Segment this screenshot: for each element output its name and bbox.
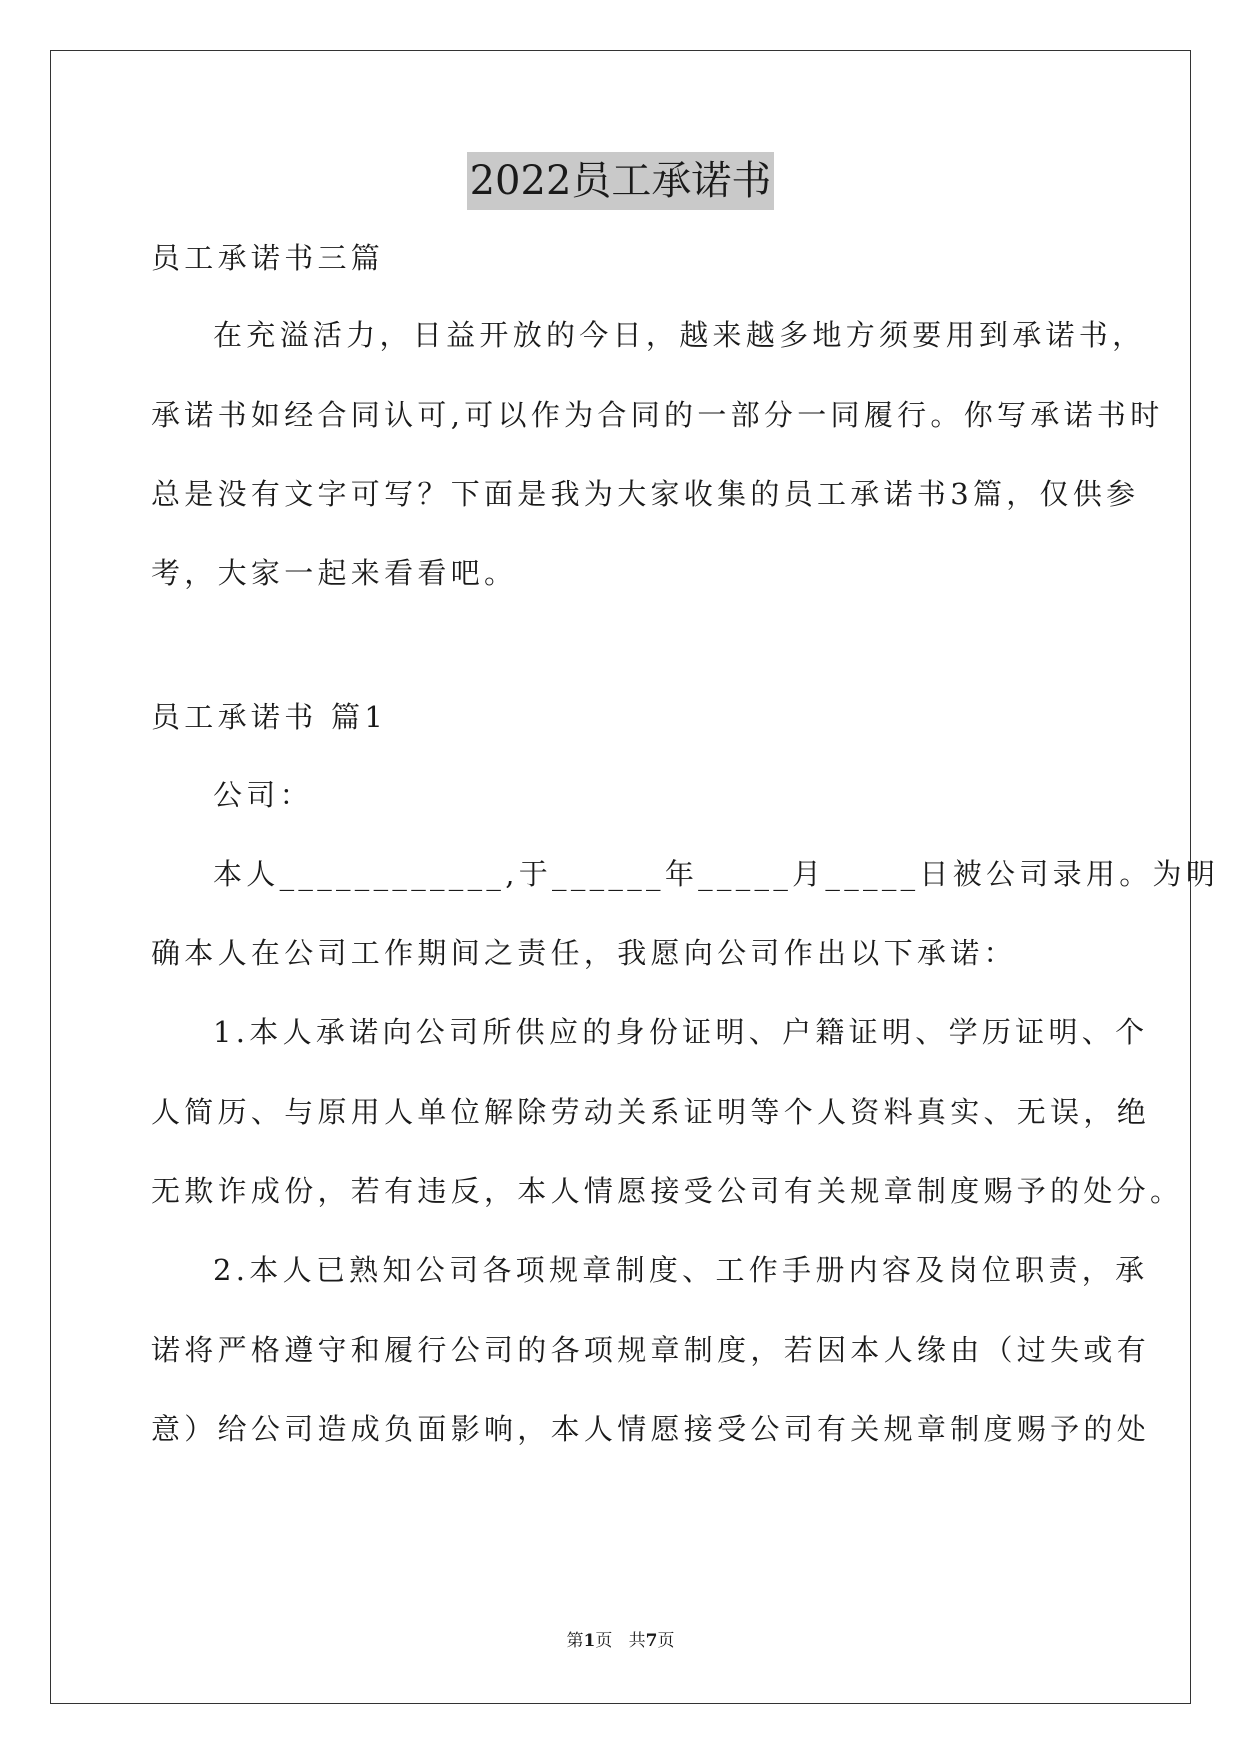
- intro-line-4: 考，大家一起来看看吧。: [151, 556, 518, 590]
- document-subtitle: 员工承诺书三篇: [151, 241, 385, 275]
- intro-line-3: 总是没有文字可写？下面是我为大家收集的员工承诺书3篇，仅供参: [151, 477, 1140, 511]
- body-line-5: 无欺诈成份，若有违反，本人情愿接受公司有关规章制度赐予的处分。: [151, 1174, 1184, 1208]
- section-heading: 员工承诺书 篇1: [151, 700, 388, 734]
- body-line-2: 确本人在公司工作期间之责任，我愿向公司作出以下承诺：: [151, 936, 1017, 970]
- body-line-3: 1.本人承诺向公司所供应的身份证明、户籍证明、学历证明、个: [213, 1015, 1149, 1049]
- body-line-8: 意）给公司造成负面影响，本人情愿接受公司有关规章制度赐予的处: [151, 1412, 1151, 1446]
- intro-line-1: 在充溢活力，日益开放的今日，越来越多地方须要用到承诺书，: [213, 318, 1146, 352]
- intro-line-2: 承诺书如经合同认可,可以作为合同的一部分一同履行。你写承诺书时: [151, 398, 1164, 432]
- total-prefix: 共: [628, 1631, 646, 1651]
- body-line-1: 本人____________,于______年_____月_____日被公司录用。为明: [213, 857, 1220, 891]
- document-title: 2022员工承诺书: [467, 152, 775, 210]
- page-number: 1: [583, 1631, 596, 1651]
- salutation: 公司：: [213, 778, 313, 812]
- page-footer: [0, 1629, 1241, 1653]
- page-suffix: 页: [595, 1631, 613, 1651]
- body-line-6: 2.本人已熟知公司各项规章制度、工作手册内容及岗位职责，承: [213, 1253, 1149, 1287]
- body-line-4: 人简历、与原用人单位解除劳动关系证明等个人资料真实、无误，绝: [151, 1095, 1151, 1129]
- page-prefix: 第: [566, 1631, 584, 1651]
- total-pages: 7: [645, 1631, 658, 1651]
- body-line-7: 诺将严格遵守和履行公司的各项规章制度，若因本人缘由（过失或有: [151, 1333, 1151, 1367]
- total-suffix: 页: [657, 1631, 675, 1651]
- title-container: [0, 152, 1241, 210]
